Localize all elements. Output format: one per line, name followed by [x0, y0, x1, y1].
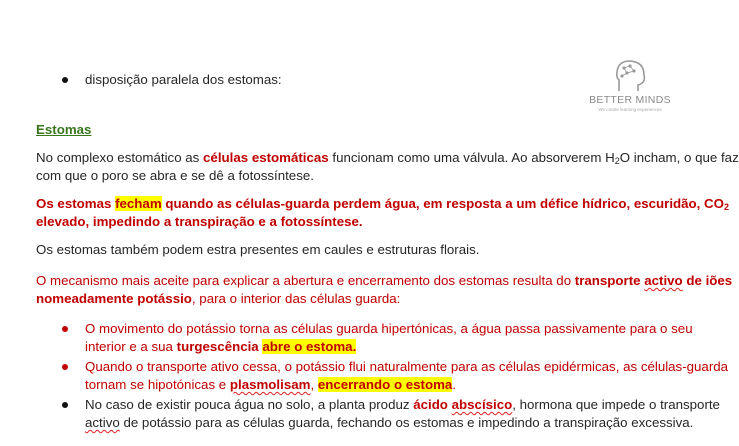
paragraph-2-line-2: elevado, impedindo a transpiração e a fotossíntese.: [36, 214, 363, 229]
list-bullet: [62, 77, 68, 83]
i2-comma: ,: [310, 377, 318, 392]
brain-head-icon: [610, 58, 650, 94]
i3-text-f: de potássio para as células guarda, fechando os estomas e impedindo a transpiração excessiva.: [119, 415, 694, 430]
i2-highlight: encerrando o estoma: [317, 377, 453, 392]
i2-text-a: tornam se hipotónicas e: [85, 377, 230, 392]
list-bullet: [62, 364, 68, 370]
i1-highlight: abre o estoma.: [262, 339, 357, 354]
i3-text-d: , hormona que impede o transporte: [512, 397, 720, 412]
section-heading: Estomas: [36, 122, 92, 137]
p4-bold-b: transporte: [574, 273, 645, 288]
list-item-3-line-1: [85, 396, 720, 414]
p4-text-f: , para o interior das células guarda:: [191, 291, 401, 306]
list-item-2-line-1: Quando o transporte ativo cessa, o potássio flui naturalmente para as células epidérmicas, as células-guarda: [85, 359, 729, 374]
i2-spellcheck-word: plasmolisam: [229, 377, 311, 392]
i3-bold-b: ácido: [413, 397, 452, 412]
p4-bold-e: nomeadamente potássio: [36, 291, 192, 306]
p1-text-d: O incham, o que faz: [619, 150, 739, 165]
top-bullet-text: disposição paralela dos estomas:: [85, 72, 282, 87]
paragraph-4-line-1: [36, 272, 732, 290]
p4-bold-d: de iões: [682, 273, 733, 288]
p1-text-a: No complexo estomático as: [36, 150, 204, 165]
p4-spellcheck-word: activo: [644, 273, 683, 288]
i3-text-a: No caso de existir pouca água no solo, a planta produz: [85, 397, 414, 412]
p2-subscript: 2: [723, 202, 729, 212]
logo-tagline: We create learning experiences: [598, 107, 662, 112]
better-minds-logo: [588, 58, 672, 118]
i1-bold: turgescência: [176, 339, 259, 354]
p2-highlight: fecham: [115, 196, 162, 211]
p1-subscript: 2: [614, 156, 620, 166]
list-bullet: [62, 402, 68, 408]
list-bullet: [62, 326, 68, 332]
paragraph-1-line-2: com que o poro se abra e se dê a fotossíntese.: [36, 168, 314, 183]
i3-spellcheck-word: abscísico: [451, 397, 513, 412]
p2-text-a: Os estomas: [36, 196, 116, 211]
paragraph-1-line-1: [36, 149, 739, 167]
list-item-1-line-1: O movimento do potássio torna as células guarda hipertónicas, a água passa passivamente para o seu: [85, 321, 693, 336]
i3-spellcheck-word-2: activo: [85, 415, 120, 430]
logo-brand-text: BETTER MINDS: [589, 94, 671, 106]
list-item-3-line-2: [85, 414, 693, 432]
i2-period: .: [452, 377, 457, 392]
p2-text-c: quando as células-guarda perdem água, em resposta a um défice hídrico, escuridão, CO: [161, 196, 724, 211]
p1-emphasis: células estomáticas: [203, 150, 329, 165]
paragraph-3: Os estomas também podem estra presentes em caules e estruturas florais.: [36, 242, 480, 257]
p1-text-c: funcionam como uma válvula. Ao absorverem H: [328, 150, 615, 165]
list-item-1-line-2: [85, 338, 356, 356]
paragraph-4-line-2: [36, 290, 400, 308]
i1-text-a: interior e a sua: [85, 339, 177, 354]
list-item-2-line-2: [85, 376, 456, 394]
paragraph-2-line-1: [36, 195, 729, 213]
p4-text-a: O mecanismo mais aceite para explicar a abertura e encerramento dos estomas resulta do: [36, 273, 575, 288]
